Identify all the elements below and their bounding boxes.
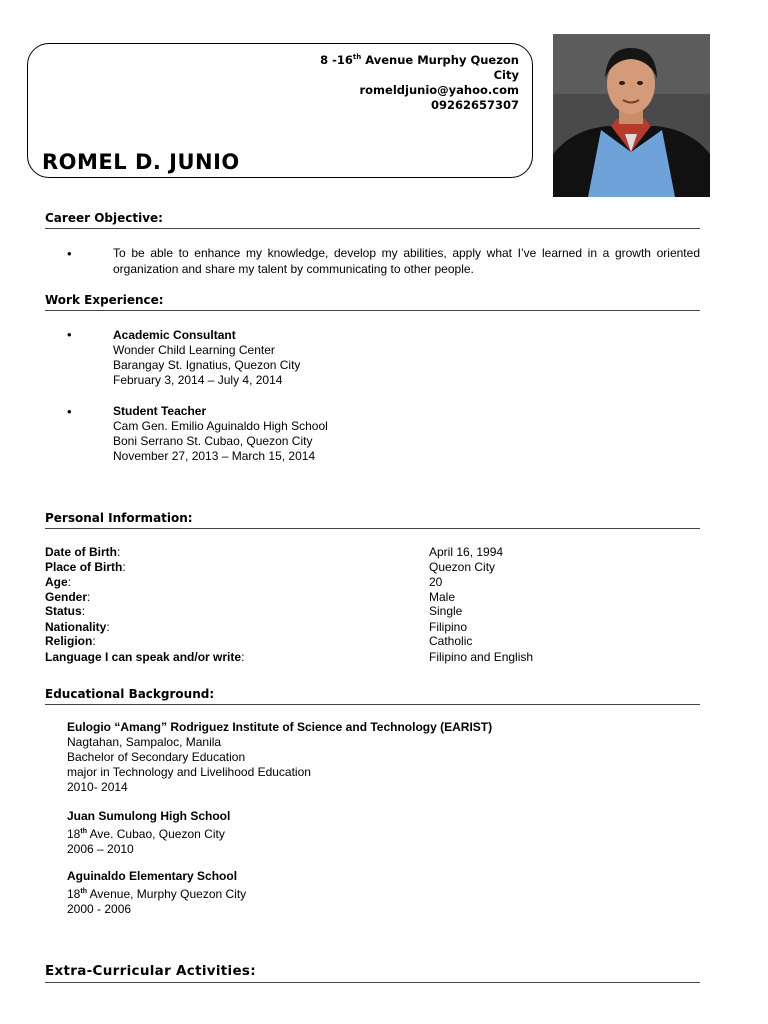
extra-curricular-heading: Extra-Curricular Activities:	[45, 963, 700, 983]
info-value: Filipino	[429, 620, 468, 634]
info-row: Place of Birth: Quezon City	[45, 560, 496, 574]
job-company: Wonder Child Learning Center	[113, 343, 275, 357]
address-line-1: 8 -16th Avenue Murphy Quezon	[320, 53, 519, 67]
job-location: Boni Serrano St. Cubao, Quezon City	[113, 434, 313, 448]
info-value: Male	[429, 590, 456, 604]
info-value: April 16, 1994	[429, 545, 504, 559]
job-entry	[113, 404, 328, 464]
school-entry	[67, 720, 492, 795]
bullet-icon: •	[67, 246, 72, 261]
profile-photo	[553, 34, 710, 197]
info-label: Gender	[45, 590, 88, 604]
info-value: Single	[429, 604, 463, 618]
info-label: Religion	[45, 634, 93, 648]
info-row: Date of Birth: April 16, 1994	[45, 545, 504, 559]
info-row: Language I can speak and/or write: Filipino and English	[45, 650, 534, 664]
school-dates: 2010- 2014	[67, 780, 128, 794]
school-dates: 2006 – 2010	[67, 842, 134, 856]
school-name: Eulogio “Amang” Rodriguez Institute of Science and Technology (EARIST)	[67, 720, 493, 734]
career-objective-heading: Career Objective:	[45, 211, 700, 229]
school-degree: Bachelor of Secondary Education	[67, 750, 246, 764]
career-objective-text: To be able to enhance my knowledge, develop my abilities, apply what I’ve learned in a growth oriented organization and share my talent by communicating to other people.	[113, 246, 700, 276]
info-label: Status	[45, 604, 82, 618]
info-row: Status: Single	[45, 604, 463, 618]
school-address: Nagtahan, Sampaloc, Manila	[67, 735, 222, 749]
school-address: 18th Ave. Cubao, Quezon City	[67, 827, 225, 841]
job-position: Academic Consultant	[113, 328, 236, 342]
job-location: Barangay St. Ignatius, Quezon City	[113, 358, 301, 372]
info-label: Date of Birth	[45, 545, 117, 559]
info-label: Place of Birth	[45, 560, 123, 574]
school-entry	[67, 869, 246, 917]
applicant-name: ROMEL D. JUNIO	[42, 150, 240, 174]
email: romeldjunio@yahoo.com	[359, 83, 519, 97]
phone: 09262657307	[430, 98, 519, 112]
job-company: Cam Gen. Emilio Aguinaldo High School	[113, 419, 328, 433]
contact-info	[320, 53, 519, 113]
personal-information-heading: Personal Information:	[45, 511, 700, 529]
bullet-icon: •	[67, 404, 72, 419]
school-dates: 2000 - 2006	[67, 902, 132, 916]
educational-background-heading: Educational Background:	[45, 687, 700, 705]
school-major: major in Technology and Livelihood Education	[67, 765, 311, 779]
info-row: Religion: Catholic	[45, 634, 473, 648]
info-value: 20	[429, 575, 443, 589]
school-name: Juan Sumulong High School	[67, 809, 231, 823]
info-label: Age	[45, 575, 68, 589]
info-row: Gender: Male	[45, 590, 456, 604]
work-experience-heading: Work Experience:	[45, 293, 700, 311]
info-label: Language I can speak and/or write	[45, 650, 242, 664]
info-label: Nationality	[45, 620, 107, 634]
job-dates: November 27, 2013 – March 15, 2014	[113, 449, 316, 463]
bullet-icon: •	[67, 327, 72, 342]
address-line-2: City	[493, 68, 519, 82]
info-value: Quezon City	[429, 560, 496, 574]
school-name: Aguinaldo Elementary School	[67, 869, 238, 883]
job-dates: February 3, 2014 – July 4, 2014	[113, 373, 283, 387]
job-position: Student Teacher	[113, 404, 207, 418]
info-row: Age: 20	[45, 575, 443, 589]
info-row: Nationality: Filipino	[45, 620, 468, 634]
job-entry	[113, 328, 300, 388]
school-entry	[67, 809, 230, 857]
info-value: Filipino and English	[429, 650, 534, 664]
info-value: Catholic	[429, 634, 473, 648]
school-address: 18th Avenue, Murphy Quezon City	[67, 887, 247, 901]
